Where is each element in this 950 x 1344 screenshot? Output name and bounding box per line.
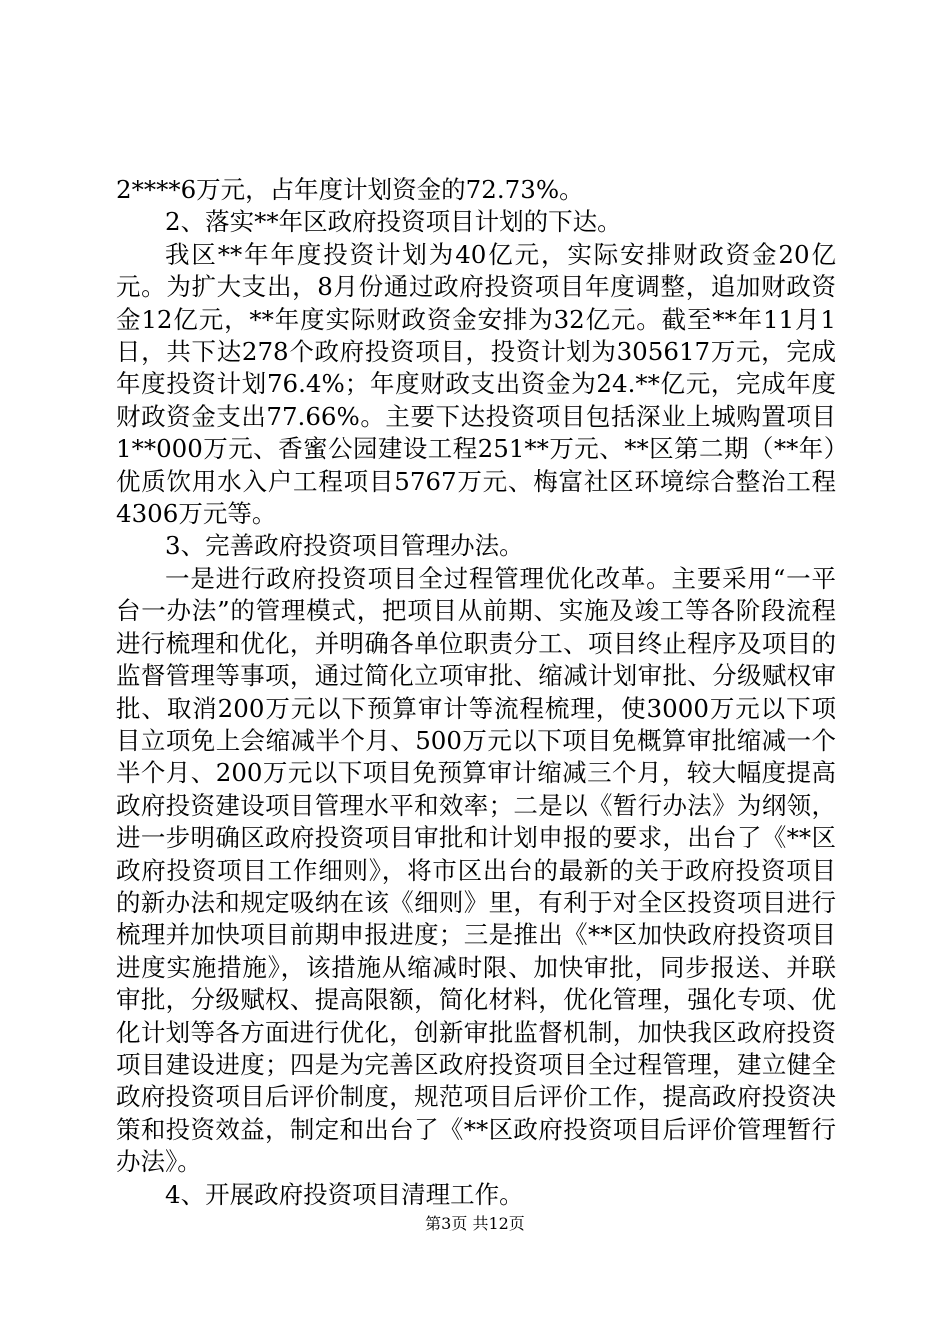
page-footer — [0, 1214, 950, 1234]
section-heading-3: 3、完善政府投资项目管理办法。 — [165, 531, 524, 561]
section-heading-4: 4、开展政府投资项目清理工作。 — [165, 1179, 524, 1209]
section-heading-2: 2、落实**年区政府投资项目计划的下达。 — [165, 207, 622, 237]
document-body — [116, 174, 836, 1211]
paragraph-management-reform: 一是进行政府投资项目全过程管理优化改革。主要采用“一平台一办法”的管理模式，把项目从前期、实施及竣工等各阶段流程进行梳理和优化，并明确各单位职责分工、项目终止程序及项目的监督管理等事项，通过简化立项审批、缩减计划审批、分级赋权审批、取消200万元以下预算审计等流程梳理，使3000万元以下项目立项免上会缩减半个月、500万元以下项目免概算审批缩减一个半个月、200万元以下项目免预算审计缩减三个月，较大幅度提高政府投资建设项目管理水平和效率；二是以《暂行办法》为纲领，进一步明确区政府投资项目审批和计划申报的要求，出台了《**区政府投资项目工作细则》，将市区出台的最新的关于政府投资项目的新办法和规定吸纳在该《细则》里，有利于对全区投资项目进行梳理并加快项目前期申报进度；三是推出《**区加快政府投资项目进度实施措施》，该措施从缩减时限、加快审批，同步报送、并联审批，分级赋权、提高限额，简化材料，优化管理，强化专项、优化计划等各方面进行优化，创新审批监督机制，加快我区政府投资项目建设进度；四是为完善区政府投资项目全过程管理，建立健全政府投资项目后评价制度，规范项目后评价工作，提高政府投资决策和投资效益，制定和出台了《**区政府投资项目后评价管理暂行办法》。 — [116, 563, 836, 1177]
page-number-label: 第3页 共12页 — [425, 1214, 525, 1233]
paragraph-continuation: 2****6万元，占年度计划资金的72.73%。 — [116, 175, 584, 204]
paragraph-investment-plan: 我区**年年度投资计划为40亿元，实际安排财政资金20亿元。为扩大支出，8月份通过政府投资项目年度调整，追加财政资金12亿元，**年度实际财政资金安排为32亿元。截至**年11月1日，共下达278个政府投资项目，投资计划为305617万元，完成年度投资计划76.4%；年度财政支出资金为24.**亿元，完成年度财政资金支出77.66%。主要下达投资项目包括深业上城购置项目1**000万元、香蜜公园建设工程251**万元、**区第二期（**年）优质饮用水入户工程项目5767万元、梅富社区环境综合整治工程4306万元等。 — [116, 239, 836, 529]
